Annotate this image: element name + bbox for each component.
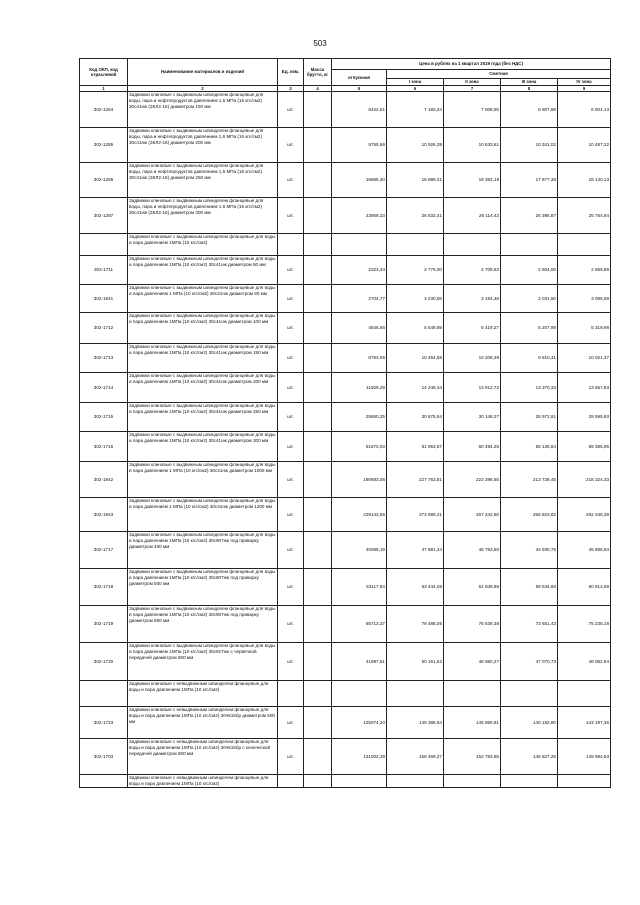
table-row bbox=[80, 403, 611, 432]
item-mass bbox=[304, 739, 332, 775]
zone-3-price bbox=[501, 681, 558, 707]
zone-4-price: 5 319,98 bbox=[558, 313, 611, 344]
zone-3-price: 213 728,45 bbox=[501, 462, 558, 498]
header-zone-2: II зона bbox=[444, 79, 501, 86]
zone-3-price: 256 823,82 bbox=[501, 498, 558, 532]
item-code bbox=[80, 234, 128, 256]
zone-2-price: 10 208,39 bbox=[444, 344, 501, 373]
item-code: 302-1285 bbox=[80, 128, 128, 163]
col-number: 6 bbox=[387, 86, 444, 92]
release-price: 16865,40 bbox=[332, 163, 387, 198]
zone-4-price: 262 346,39 bbox=[558, 498, 611, 532]
item-code bbox=[80, 775, 128, 787]
zone-3-price: 28 972,91 bbox=[501, 403, 558, 432]
item-mass bbox=[304, 707, 332, 739]
zone-2-price: 26 114,43 bbox=[444, 198, 501, 234]
group-heading-row bbox=[80, 681, 611, 707]
zone-2-price: 3 154,48 bbox=[444, 285, 501, 313]
header-mass: Масса брутто, кг bbox=[304, 59, 332, 86]
item-name: Задвижки клиновые с выдвижным шпинделем фланцевые для воды и пара давлением 1МПа (10 кгс/см2) 30с41нж диаметром 200 мм bbox=[128, 373, 278, 403]
item-code: 302-1287 bbox=[80, 198, 128, 234]
col-number: 1 bbox=[80, 86, 128, 92]
col-number: 4 bbox=[304, 86, 332, 92]
item-unit bbox=[278, 234, 304, 256]
item-unit: шт. bbox=[278, 198, 304, 234]
table-row bbox=[80, 198, 611, 234]
table-row bbox=[80, 569, 611, 606]
release-price: 190693,06 bbox=[332, 462, 387, 498]
table-row bbox=[80, 163, 611, 198]
item-code: 302-1703 bbox=[80, 739, 128, 775]
table-row bbox=[80, 313, 611, 344]
release-price: 229143,66 bbox=[332, 498, 387, 532]
release-price: 2704,77 bbox=[332, 285, 387, 313]
item-code: 302-1286 bbox=[80, 163, 128, 198]
col-number: 7 bbox=[444, 86, 501, 92]
item-name: Задвижки клиновые с выдвижным шпинделем фланцевые для воды и пара давлением 1МПа (10 кгс/см2) 30с41нж диаметром 300 мм bbox=[128, 432, 278, 462]
zone-1-price bbox=[387, 234, 444, 256]
release-price: 2323,34 bbox=[332, 256, 387, 285]
col-number: 5 bbox=[332, 86, 387, 92]
item-name: Задвижки клиновые с выдвижным шпинделем фланцевые для воды и пара давлением 1МПа (10 кгс/см2) 30с907нж под приварку диаметром 600 мм bbox=[128, 606, 278, 643]
release-price: 11929,29 bbox=[332, 373, 387, 403]
zone-3-price: 25 395,87 bbox=[501, 198, 558, 234]
zone-2-price: 30 148,27 bbox=[444, 403, 501, 432]
release-price bbox=[332, 775, 387, 787]
zone-1-price bbox=[387, 681, 444, 707]
item-code: 302-1720 bbox=[80, 643, 128, 681]
zone-4-price: 75 235,18 bbox=[558, 606, 611, 643]
release-price: 131002,39 bbox=[332, 739, 387, 775]
zone-2-price bbox=[444, 681, 501, 707]
zone-4-price: 2 659,89 bbox=[558, 256, 611, 285]
zone-4-price: 10 487,22 bbox=[558, 128, 611, 163]
release-price bbox=[332, 234, 387, 256]
item-unit: шт. bbox=[278, 498, 304, 532]
item-mass bbox=[304, 606, 332, 643]
col-number: 8 bbox=[501, 86, 558, 92]
item-unit: шт. bbox=[278, 462, 304, 498]
item-unit: шт. bbox=[278, 707, 304, 739]
header-zone-3: III зона bbox=[501, 79, 558, 86]
zone-2-price: 76 639,38 bbox=[444, 606, 501, 643]
item-code: 302-1942 bbox=[80, 462, 128, 498]
zone-1-price: 26 833,41 bbox=[387, 198, 444, 234]
release-price: 9755,66 bbox=[332, 128, 387, 163]
item-mass bbox=[304, 163, 332, 198]
col-number: 2 bbox=[128, 86, 278, 92]
zone-3-price: 2 604,00 bbox=[501, 256, 558, 285]
zone-3-price: 10 341,02 bbox=[501, 128, 558, 163]
zone-1-price: 227 763,81 bbox=[387, 462, 444, 498]
group-heading-row bbox=[80, 234, 611, 256]
col-number: 9 bbox=[558, 86, 611, 92]
page-number: 503 bbox=[313, 39, 327, 48]
item-code: 302-1717 bbox=[80, 532, 128, 569]
release-price: 125074,20 bbox=[332, 707, 387, 739]
zone-1-price: 30 875,54 bbox=[387, 403, 444, 432]
zone-1-price: 3 230,56 bbox=[387, 285, 444, 313]
zone-2-price: 61 949,96 bbox=[444, 569, 501, 606]
zone-4-price: 13 657,83 bbox=[558, 373, 611, 403]
item-unit bbox=[278, 681, 304, 707]
release-price: 40089,19 bbox=[332, 532, 387, 569]
item-mass bbox=[304, 569, 332, 606]
zone-2-price: 10 633,61 bbox=[444, 128, 501, 163]
table-row bbox=[80, 643, 611, 681]
zone-1-price: 149 388,64 bbox=[387, 707, 444, 739]
item-mass bbox=[304, 681, 332, 707]
item-code: 302-1718 bbox=[80, 569, 128, 606]
table-row bbox=[80, 256, 611, 285]
zone-2-price: 18 383,19 bbox=[444, 163, 501, 198]
zone-4-price: 59 385,95 bbox=[558, 432, 611, 462]
zone-3-price bbox=[501, 234, 558, 256]
item-name: Задвижки клиновые с выдвижным шпинделем фланцевые для воды и пара давлением 1МПа (10 кгс/см2) 30с41нж диаметром 250 мм bbox=[128, 403, 278, 432]
zone-1-price: 61 953,67 bbox=[387, 432, 444, 462]
item-name: Задвижки клиновые с выдвижным шпинделем фланцевые для воды, пара и нефтепродуктов давлением 1,6 МПа (16 кгс/см2) 30с41нж (ЗКЛ2-16) диаметром 200 мм bbox=[128, 128, 278, 163]
table-row bbox=[80, 739, 611, 775]
zone-4-price: 60 814,69 bbox=[558, 569, 611, 606]
zone-1-price: 156 469,27 bbox=[387, 739, 444, 775]
zone-3-price: 73 651,43 bbox=[501, 606, 558, 643]
item-code: 302-1941 bbox=[80, 285, 128, 313]
zone-1-price: 14 248,34 bbox=[387, 373, 444, 403]
zone-1-price: 5 549,89 bbox=[387, 313, 444, 344]
table-row bbox=[80, 128, 611, 163]
item-mass bbox=[304, 643, 332, 681]
item-unit: шт. bbox=[278, 92, 304, 128]
item-unit: шт. bbox=[278, 403, 304, 432]
zone-3-price: 17 877,38 bbox=[501, 163, 558, 198]
header-estimate: Сметная bbox=[387, 70, 611, 79]
zone-2-price: 7 008,50 bbox=[444, 92, 501, 128]
header-price: Цена в рублях на 1 квартал 2019 года (без НДС) bbox=[332, 59, 611, 70]
item-mass bbox=[304, 285, 332, 313]
zone-2-price: 46 753,50 bbox=[444, 532, 501, 569]
item-name: Задвижки клиновые с выдвижным шпинделем фланцевые для воды и пара давлением 1МПа (10 кгс/см2) 30с907нж под приварку диаметром 400 мм bbox=[128, 532, 278, 569]
item-unit: шт. bbox=[278, 739, 304, 775]
table-row bbox=[80, 285, 611, 313]
zone-4-price: 45 896,94 bbox=[558, 532, 611, 569]
item-mass bbox=[304, 403, 332, 432]
zone-3-price: 44 930,76 bbox=[501, 532, 558, 569]
item-unit: шт. bbox=[278, 128, 304, 163]
item-mass bbox=[304, 373, 332, 403]
item-name: Задвижки клиновые с невыдвижным шпинделем фланцевые для воды и пара давлением 1МПа (10 кгс/см2) bbox=[128, 681, 278, 707]
zone-1-price: 273 689,21 bbox=[387, 498, 444, 532]
item-mass bbox=[304, 344, 332, 373]
zone-3-price: 58 135,84 bbox=[501, 432, 558, 462]
header-name: Наименование материалов и изделий bbox=[128, 59, 278, 86]
item-unit: шт. bbox=[278, 643, 304, 681]
item-mass bbox=[304, 234, 332, 256]
zone-2-price: 60 494,26 bbox=[444, 432, 501, 462]
item-code: 302-1716 bbox=[80, 432, 128, 462]
release-price: 4646,66 bbox=[332, 313, 387, 344]
item-unit: шт. bbox=[278, 569, 304, 606]
zone-3-price: 59 534,50 bbox=[501, 569, 558, 606]
zone-3-price: 146 827,25 bbox=[501, 739, 558, 775]
zone-1-price: 2 775,00 bbox=[387, 256, 444, 285]
item-unit: шт. bbox=[278, 285, 304, 313]
zone-1-price: 18 889,31 bbox=[387, 163, 444, 198]
zone-1-price: 63 444,06 bbox=[387, 569, 444, 606]
item-mass bbox=[304, 92, 332, 128]
item-mass bbox=[304, 432, 332, 462]
item-name: Задвижки клиновые с выдвижным шпинделем фланцевые для воды, пара и нефтепродуктов давлением 1,6 МПа (16 кгс/см2) 30с41нж (ЗКЛ2-16) диаметром 150 мм bbox=[128, 92, 278, 128]
item-mass bbox=[304, 498, 332, 532]
zone-2-price: 222 398,65 bbox=[444, 462, 501, 498]
zone-3-price: 3 031,50 bbox=[501, 285, 558, 313]
item-unit: шт. bbox=[278, 313, 304, 344]
item-name: Задвижки клиновые с выдвижным шпинделем фланцевые для воды и пара давлением 1МПа (10 кгс/см2) 30с41нж диаметром 50 мм bbox=[128, 256, 278, 285]
zone-1-price bbox=[387, 775, 444, 787]
item-code: 302-1713 bbox=[80, 344, 128, 373]
item-mass bbox=[304, 775, 332, 787]
zone-1-price: 10 454,65 bbox=[387, 344, 444, 373]
item-name: Задвижки клиновые с невыдвижным шпинделем фланцевые для воды и пара давлением 1МПа (10 кгс/см2) bbox=[128, 775, 278, 787]
item-unit bbox=[278, 775, 304, 787]
item-name: Задвижки клиновые с выдвижным шпинделем фланцевые для воды и пара давлением 1МПа (10 кгс/см2) bbox=[128, 234, 278, 256]
item-mass bbox=[304, 128, 332, 163]
zone-4-price: 149 984,53 bbox=[558, 739, 611, 775]
zone-2-price: 5 419,27 bbox=[444, 313, 501, 344]
price-table bbox=[79, 58, 611, 788]
zone-4-price: 29 595,93 bbox=[558, 403, 611, 432]
zone-4-price: 18 130,13 bbox=[558, 163, 611, 198]
release-price: 41997,51 bbox=[332, 643, 387, 681]
zone-2-price: 152 783,65 bbox=[444, 739, 501, 775]
zone-2-price bbox=[444, 775, 501, 787]
item-unit: шт. bbox=[278, 256, 304, 285]
item-unit: шт. bbox=[278, 344, 304, 373]
table-row bbox=[80, 498, 611, 532]
zone-3-price: 47 070,73 bbox=[501, 643, 558, 681]
zone-2-price bbox=[444, 234, 501, 256]
table-row bbox=[80, 462, 611, 498]
zone-1-price: 47 881,34 bbox=[387, 532, 444, 569]
release-price: 8753,06 bbox=[332, 344, 387, 373]
zone-4-price bbox=[558, 681, 611, 707]
item-unit: шт. bbox=[278, 163, 304, 198]
item-code: 302-1714 bbox=[80, 373, 128, 403]
zone-3-price: 13 370,33 bbox=[501, 373, 558, 403]
item-name: Задвижки клиновые с выдвижным шпинделем фланцевые для воды и пара давлением 1МПа (10 кгс/см2) 30с907нж под приварку диаметром 500 мм bbox=[128, 569, 278, 606]
zone-1-price: 10 926,38 bbox=[387, 128, 444, 163]
col-number: 3 bbox=[278, 86, 304, 92]
item-name: Задвижки клиновые с выдвижным шпинделем фланцевые для воды, пара и нефтепродуктов давлением 1,6 МПа (16 кгс/см2) 30с41нж (ЗКЛ2-16) диаметром 250 мм bbox=[128, 163, 278, 198]
item-code: 302-1712 bbox=[80, 313, 128, 344]
table-row bbox=[80, 606, 611, 643]
item-name: Задвижки клиновые с выдвижным шпинделем фланцевые для воды и пара давлением 1МПа (10 кгс/см2) 30с41нж диаметром 150 мм bbox=[128, 344, 278, 373]
item-unit: шт. bbox=[278, 606, 304, 643]
item-name: Задвижки клиновые с невыдвижным шпинделем фланцевые для воды и пара давлением 1МПа (10 кгс/см2) 30ч515бр диаметром 500 мм bbox=[128, 707, 278, 739]
item-mass bbox=[304, 532, 332, 569]
item-mass bbox=[304, 256, 332, 285]
item-name: Задвижки клиновые с выдвижным шпинделем фланцевые для воды и пара давлением 1МПа (10 кгс/см2) 30с41нж диаметром 100 мм bbox=[128, 313, 278, 344]
zone-4-price bbox=[558, 775, 611, 787]
release-price: 51870,03 bbox=[332, 432, 387, 462]
zone-4-price: 10 021,37 bbox=[558, 344, 611, 373]
zone-2-price: 145 869,81 bbox=[444, 707, 501, 739]
release-price: 25850,25 bbox=[332, 403, 387, 432]
header-code: Код ОКП, код отраслевой bbox=[80, 59, 128, 86]
zone-2-price: 267 242,50 bbox=[444, 498, 501, 532]
zone-1-price: 50 161,62 bbox=[387, 643, 444, 681]
item-mass bbox=[304, 462, 332, 498]
release-price: 53117,94 bbox=[332, 569, 387, 606]
item-name: Задвижки клиновые с выдвижным шпинделем фланцевые для воды и пара давлением 1МПа (10 кгс/см2) 30с927нж с червячной передачей диаметром 600 мм bbox=[128, 643, 278, 681]
zone-4-price: 48 082,94 bbox=[558, 643, 611, 681]
zone-3-price: 5 207,99 bbox=[501, 313, 558, 344]
item-code: 302-1723 bbox=[80, 707, 128, 739]
item-code: 302-1719 bbox=[80, 606, 128, 643]
table-row bbox=[80, 432, 611, 462]
item-code: 302-1284 bbox=[80, 92, 128, 128]
table-row bbox=[80, 707, 611, 739]
item-code bbox=[80, 681, 128, 707]
zone-1-price: 78 488,05 bbox=[387, 606, 444, 643]
item-name: Задвижки клиновые с выдвижным шпинделем фланцевые для воды и пара давлением 1 МПа (10 кгс/см2) 30с41нж диаметром 1200 мм bbox=[128, 498, 278, 532]
header-unit: Ед. изм. bbox=[278, 59, 304, 86]
zone-4-price: 6 904,13 bbox=[558, 92, 611, 128]
item-mass bbox=[304, 313, 332, 344]
item-unit: шт. bbox=[278, 532, 304, 569]
item-code: 302-1943 bbox=[80, 498, 128, 532]
group-heading-row bbox=[80, 775, 611, 787]
item-unit: шт. bbox=[278, 432, 304, 462]
item-name: Задвижки клиновые с невыдвижным шпинделем фланцевые для воды и пара давлением 1МПа (10 кгс/см2) 30ч515бр с конической передачей диаметром 600 мм bbox=[128, 739, 278, 775]
item-code: 302-1715 bbox=[80, 403, 128, 432]
table-row bbox=[80, 344, 611, 373]
zone-4-price: 25 754,94 bbox=[558, 198, 611, 234]
zone-4-price bbox=[558, 234, 611, 256]
item-name: Задвижки клиновые с выдвижным шпинделем фланцевые для воды и пара давлением 1 МПа (10 кгс/см2) 30с41нж диаметром 80 мм bbox=[128, 285, 278, 313]
zone-4-price: 3 096,69 bbox=[558, 285, 611, 313]
release-price: 23958,33 bbox=[332, 198, 387, 234]
release-price: 6422,51 bbox=[332, 92, 387, 128]
header-release: отпускная bbox=[332, 70, 387, 86]
item-name: Задвижки клиновые с выдвижным шпинделем фланцевые для воды и пара давлением 1 МПа (10 кгс/см2) 30с41нж диаметром 1000 мм bbox=[128, 462, 278, 498]
release-price bbox=[332, 681, 387, 707]
header-zone-1: I зона bbox=[387, 79, 444, 86]
zone-3-price: 140 182,80 bbox=[501, 707, 558, 739]
zone-2-price: 2 709,63 bbox=[444, 256, 501, 285]
zone-3-price: 6 807,88 bbox=[501, 92, 558, 128]
zone-1-price: 7 183,24 bbox=[387, 92, 444, 128]
item-name: Задвижки клиновые с выдвижным шпинделем фланцевые для воды, пара и нефтепродуктов давлением 1,6 МПа (16 кгс/см2) 30с41нж (ЗКЛ2-16) диаметром 300 мм bbox=[128, 198, 278, 234]
header-zone-4: IV зона bbox=[558, 79, 611, 86]
zone-3-price bbox=[501, 775, 558, 787]
zone-4-price: 218 324,33 bbox=[558, 462, 611, 498]
zone-2-price: 48 980,27 bbox=[444, 643, 501, 681]
zone-2-price: 13 912,72 bbox=[444, 373, 501, 403]
item-unit: шт. bbox=[278, 373, 304, 403]
zone-4-price: 143 197,35 bbox=[558, 707, 611, 739]
table-row bbox=[80, 532, 611, 569]
item-mass bbox=[304, 198, 332, 234]
zone-3-price: 9 810,41 bbox=[501, 344, 558, 373]
table-row bbox=[80, 92, 611, 128]
item-code: 302-1711 bbox=[80, 256, 128, 285]
table-row bbox=[80, 373, 611, 403]
release-price: 65713,37 bbox=[332, 606, 387, 643]
